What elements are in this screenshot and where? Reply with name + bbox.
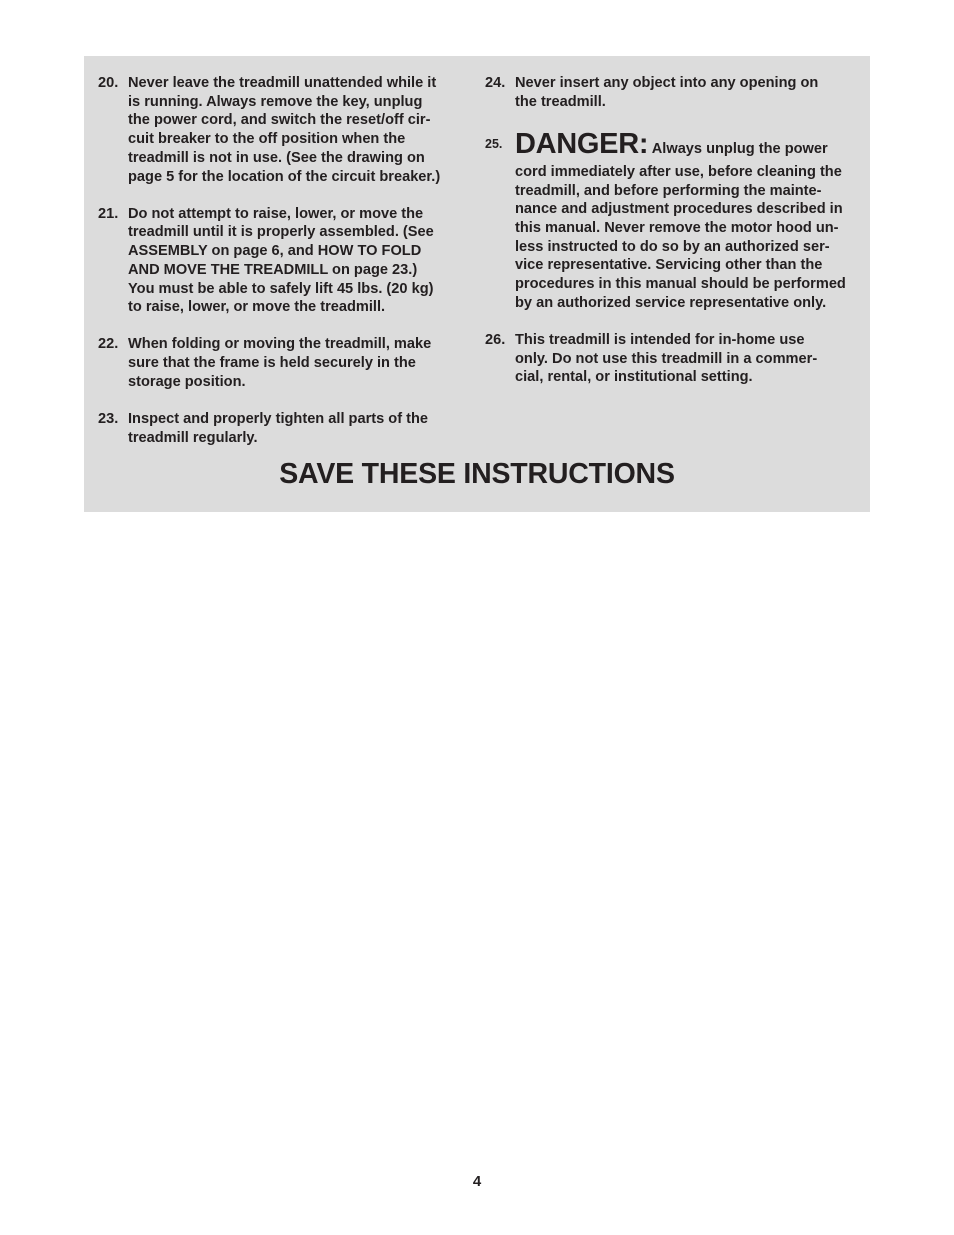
item-number: 24.	[485, 75, 506, 91]
item-text	[128, 335, 466, 391]
text-line: treadmill regularly.	[128, 429, 258, 446]
instruction-item-24	[485, 74, 857, 111]
save-instructions-heading: SAVE THESE INSTRUCTIONS	[279, 458, 675, 490]
text-line: You must be able to safely lift 45 lbs. (20 kg)	[128, 280, 434, 297]
text-line: procedures in this manual should be performed	[515, 276, 846, 293]
text-line: AND MOVE THE TREADMILL on page 23.)	[128, 261, 418, 278]
text-line: the treadmill.	[515, 93, 606, 110]
danger-heading: DANGER:	[515, 127, 649, 160]
text-line: Do not attempt to raise, lower, or move the	[128, 205, 424, 222]
instruction-item-26	[485, 331, 857, 387]
text-line: this manual. Never remove the motor hood un-	[515, 220, 839, 237]
text-line: Never leave the treadmill unattended while it	[128, 75, 437, 91]
text-line: This treadmill is intended for in-home use	[515, 332, 805, 349]
text-line: cord immediately after use, before cleaning the	[515, 163, 842, 180]
instruction-item-23	[98, 410, 466, 447]
item-number: 25.	[485, 136, 503, 151]
item-text	[128, 410, 466, 447]
text-line: page 5 for the location of the circuit breaker.)	[128, 168, 441, 185]
text-line: sure that the frame is held securely in the	[128, 355, 416, 372]
text-line: cial, rental, or institutional setting.	[515, 369, 753, 386]
item-number: 21.	[98, 205, 119, 222]
instruction-item-20	[98, 74, 466, 186]
safety-instructions-panel	[84, 56, 870, 512]
item-text	[515, 331, 857, 387]
text-line: to raise, lower, or move the treadmill.	[128, 299, 386, 316]
item-text	[128, 74, 466, 186]
danger-first-line	[515, 127, 857, 163]
text-line: vice representative. Servicing other than the	[515, 257, 823, 274]
item-text	[515, 127, 857, 313]
item-number: 23.	[98, 411, 119, 428]
text-line: is running. Always remove the key, unplug	[128, 93, 423, 110]
text-line: ASSEMBLY on page 6, and HOW TO FOLD	[128, 243, 422, 260]
text-line: cuit breaker to the off position when the	[128, 131, 406, 148]
text-line: treadmill is not in use. (See the drawing on	[128, 149, 425, 166]
text-line: treadmill until it is properly assembled. (See	[128, 224, 434, 241]
text-line: When folding or moving the treadmill, make	[128, 336, 432, 353]
text-line: the power cord, and switch the reset/off cir-	[128, 112, 431, 129]
text-line: Inspect and properly tighten all parts of the	[128, 411, 429, 428]
item-text	[515, 74, 857, 111]
text-line: treadmill, and before performing the mainte-	[515, 182, 822, 199]
instruction-item-25-danger	[485, 127, 857, 313]
text-fragment: Always unplug the power	[651, 140, 828, 157]
instruction-item-22	[98, 335, 466, 391]
instruction-item-21	[98, 205, 466, 317]
text-line: less instructed to do so by an authorized ser-	[515, 238, 830, 255]
text-line: nance and adjustment procedures described in	[515, 201, 843, 218]
text-line: by an authorized service representative only.	[515, 294, 827, 311]
item-text	[128, 205, 466, 317]
text-line: Never insert any object into any opening on	[515, 75, 819, 91]
item-number: 20.	[98, 75, 119, 91]
item-number: 26.	[485, 332, 506, 349]
text-line: storage position.	[128, 373, 246, 390]
item-number: 22.	[98, 336, 119, 353]
left-column	[98, 74, 466, 466]
right-column	[485, 74, 857, 406]
text-line: only. Do not use this treadmill in a commer-	[515, 350, 818, 367]
page-number: 4	[472, 1173, 482, 1190]
